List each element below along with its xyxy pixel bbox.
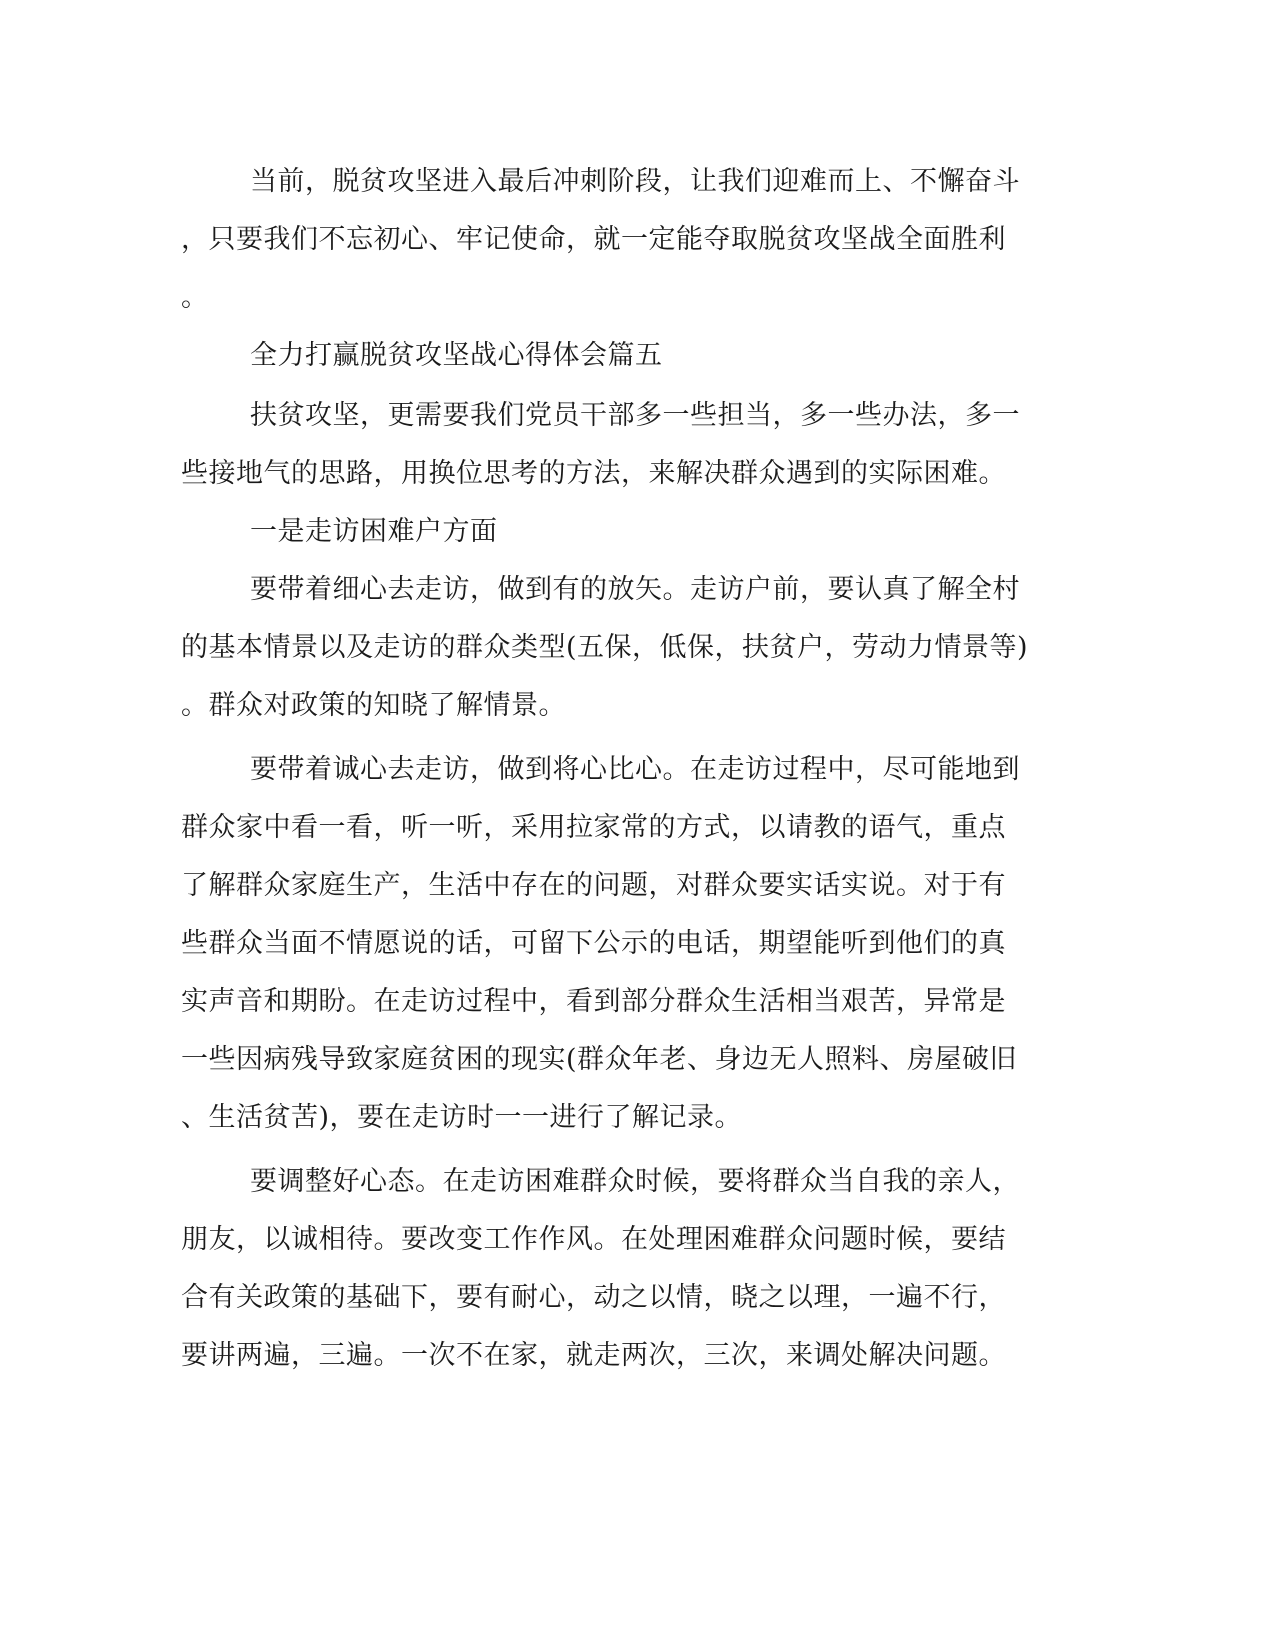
text-line-19: 朋友，以诚相待。要改变工作作风。在处理困难群众问题时候，要结 [181,1224,1006,1255]
subheading: 一是走访困难户方面 [250,516,498,547]
text-line-10: 。群众对政策的知晓了解情景。 [181,690,566,721]
text-line-13: 了解群众家庭生产，生活中存在的问题，对群众要实话实说。对于有 [181,870,1006,901]
text-line-6: 些接地气的思路，用换位思考的方法，来解决群众遇到的实际困难。 [181,458,1006,489]
text-line-2: ，只要我们不忘初心、牢记使命，就一定能夺取脱贫攻坚战全面胜利 [181,224,1006,255]
text-line-20: 合有关政策的基础下，要有耐心，动之以情，晓之以理，一遍不行， [181,1282,1006,1313]
text-line-14: 些群众当面不情愿说的话，可留下公示的电话，期望能听到他们的真 [181,928,1006,959]
text-line-5: 扶贫攻坚，更需要我们党员干部多一些担当，多一些办法，多一 [250,400,1020,431]
text-line-15: 实声音和期盼。在走访过程中，看到部分群众生活相当艰苦，异常是 [181,986,1006,1017]
text-line-1: 当前，脱贫攻坚进入最后冲刺阶段，让我们迎难而上、不懈奋斗 [250,166,1020,197]
text-line-11: 要带着诚心去走访，做到将心比心。在走访过程中，尽可能地到 [250,754,1020,785]
text-line-9: 的基本情景以及走访的群众类型(五保，低保，扶贫户，劳动力情景等) [181,632,1029,663]
section-heading: 全力打赢脱贫攻坚战心得体会篇五 [250,340,663,371]
text-line-8: 要带着细心去走访，做到有的放矢。走访户前，要认真了解全村 [250,574,1020,605]
text-line-12: 群众家中看一看，听一听，采用拉家常的方式，以请教的语气，重点 [181,812,1006,843]
text-line-17: 、生活贫苦)，要在走访时一一进行了解记录。 [181,1102,743,1133]
text-line-21: 要讲两遍，三遍。一次不在家，就走两次，三次，来调处解决问题。 [181,1340,1006,1371]
text-line-18: 要调整好心态。在走访困难群众时候，要将群众当自我的亲人， [250,1166,1020,1197]
text-line-3: 。 [181,282,209,313]
text-line-16: 一些因病残导致家庭贫困的现实(群众年老、身边无人照料、房屋破旧 [181,1044,1018,1075]
